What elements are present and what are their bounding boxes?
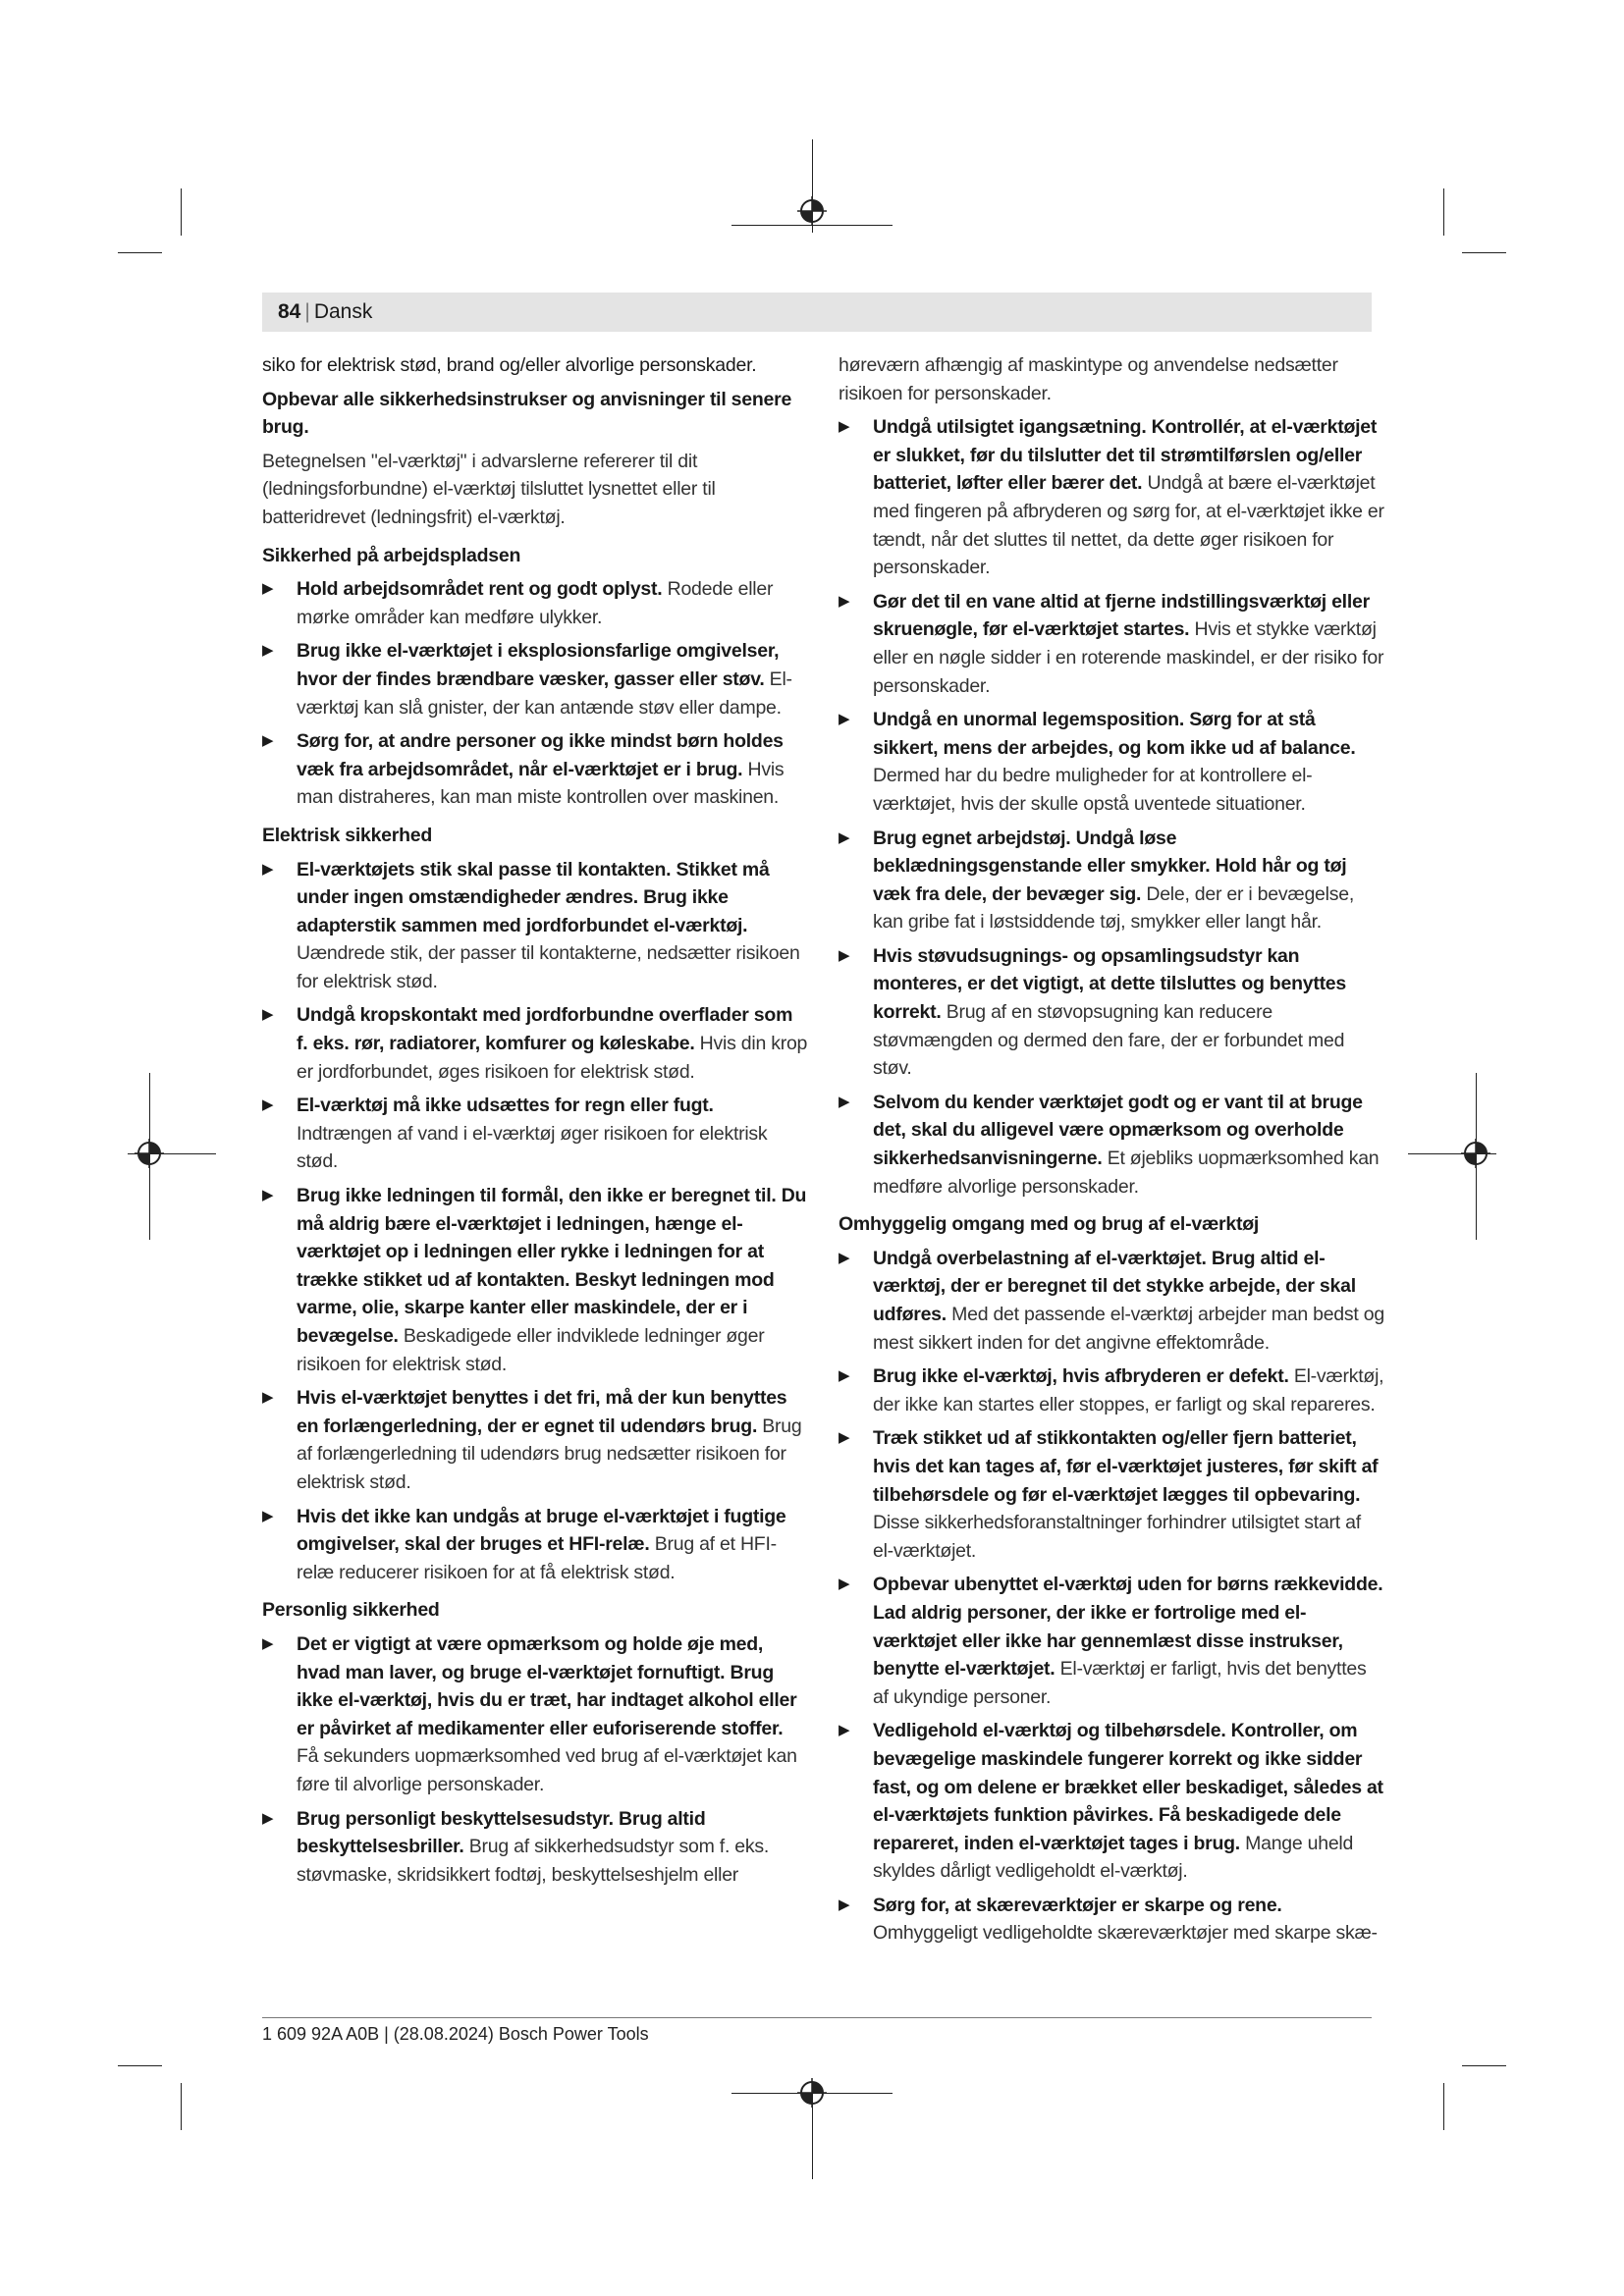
crop-mark (118, 2065, 162, 2066)
bullet-item (262, 727, 808, 812)
bullet-item (839, 825, 1384, 936)
bullet-normal-text: Beskadigede eller indviklede ledninger øger risikoen for elektrisk stød. (297, 1325, 765, 1375)
bullet-item (839, 1424, 1384, 1565)
bullet-arrow-icon: ▶ (262, 1507, 274, 1524)
bullet-normal-text: Brug af sikkerhedsudstyr som f. eks. støvmaske, skridsikkert fodtøj, beskyttelseshjelm eller (297, 1836, 770, 1886)
bullet-normal-text: Få sekunders uopmærksomhed ved brug af el-værktøjet kan føre til alvorlige personskader. (297, 1745, 797, 1795)
bullet-arrow-icon: ▶ (839, 418, 850, 436)
page-footer: 1 609 92A A0B | (28.08.2024) Bosch Power Tools (262, 2024, 649, 2044)
bullet-bold-text: Træk stikket ud af stikkontakten og/eller fjern batteriet, hvis det kan tages af, før el-værktøjet justeres, før skift af tilbehørsdele og før el-værktøjet lægges til opbevaring. (873, 1427, 1379, 1506)
bullet-arrow-icon: ▶ (839, 592, 850, 610)
bullet-normal-text: Disse sikkerhedsforanstaltninger forhindrer utilsigtet start af el-værktøjet. (873, 1512, 1361, 1562)
bullet-item (262, 1182, 808, 1378)
right-column (839, 351, 1384, 1948)
bullet-item (839, 1245, 1384, 1357)
bullet-arrow-icon: ▶ (262, 1634, 274, 1652)
registration-target-icon (797, 2078, 827, 2108)
bullet-normal-text: Hvis din krop er jordforbundet, øges risikoen for elektrisk stød. (297, 1033, 808, 1083)
bullet-arrow-icon: ▶ (839, 1575, 850, 1593)
right-section-items (839, 1245, 1384, 1948)
bullet-item (839, 1089, 1384, 1201)
bullet-bold-text: Brug egnet arbejdstøj. Undgå løse beklædningsgenstande eller smykker. Hold hår og tøj væk fra dele, der bevæger sig. (873, 827, 1347, 905)
bullet-bold-text: Hvis el-værktøjet benyttes i det fri, må der kun benyttes en forlængerledning, der er egnet til udendørs brug. (297, 1387, 787, 1437)
bullet-normal-text: Hvis et stykke værktøj eller en nøgle sidder i en roterende maskindel, er der risiko for personskader. (873, 618, 1384, 697)
bullet-arrow-icon: ▶ (262, 860, 274, 878)
bullet-normal-text: Undgå at bære el-værktøjet med fingeren på afbryderen og sørg for, at el-værktøjet ikke er tændt, når det sluttes til nettet, da dette øger risikoen for personskader. (873, 472, 1384, 579)
bullet-arrow-icon: ▶ (262, 1187, 274, 1204)
bullet-normal-text: Hvis man distraheres, kan man miste kontrollen over maskinen. (297, 758, 785, 809)
crop-mark (181, 188, 182, 236)
bullet-bold-text: Hvis støvudsugnings- og opsamlingsudstyr kan monteres, er det vigtigt, at dette tilsluttes og benyttes korrekt. (873, 944, 1347, 1024)
bullet-bold-text: Opbevar ubenyttet el-værktøj uden for børns rækkevidde. Lad aldrig personer, der ikke er fortrolige med el-værktøjet eller ikke har gennemlæst disse instrukser, benytte el-værktøjet. (873, 1574, 1383, 1681)
footer-rule (262, 2017, 1372, 2018)
bullet-arrow-icon: ▶ (262, 1389, 274, 1407)
crop-mark (1443, 188, 1444, 236)
bullet-item (262, 856, 808, 996)
section-heading: Personlig sikkerhed (262, 1599, 440, 1622)
section-heading: Sikkerhed på arbejdspladsen (262, 544, 521, 566)
left-sections (262, 542, 808, 1890)
bullet-item (839, 706, 1384, 818)
bullet-arrow-icon: ▶ (839, 1429, 850, 1447)
bullet-bold-text: Brug personligt beskyttelsesudstyr. Brug altid beskyttelsesbriller. (297, 1807, 706, 1858)
bullet-normal-text: Brug af forlængerledning til udendørs brug nedsætter risikoen for elektrisk stød. (297, 1415, 802, 1493)
bullet-normal-text: Rodede eller mørke områder kan medføre ulykker. (297, 578, 774, 628)
bullet-item (839, 413, 1384, 582)
bullet-item (839, 588, 1384, 700)
header-language: Dansk (313, 300, 373, 323)
registration-target-icon (135, 1139, 164, 1168)
bullet-arrow-icon: ▶ (839, 946, 850, 964)
bullet-normal-text: Indtrængen af vand i el-værktøj øger risikoen for elektrisk stød. (297, 1122, 768, 1173)
bullet-arrow-icon: ▶ (839, 711, 850, 728)
right-items (839, 413, 1384, 1201)
bullet-bold-text: Hold arbejdsområdet rent og godt oplyst. (297, 578, 663, 601)
bullet-arrow-icon: ▶ (262, 1096, 274, 1114)
bullet-arrow-icon: ▶ (262, 642, 274, 660)
bullet-normal-text: Uændrede stik, der passer til kontakterne, nedsætter risikoen for elektrisk stød. (297, 942, 800, 992)
bullet-bold-text: Vedligehold el-værktøj og tilbehørsdele. Kontroller, om bevægelige maskindele fungerer korrekt og ikke sidder fast, og om delene er brækket eller beskadiget, således at el-værktøjets funktion påvirkes. Få beskadigede dele repareret, inden el-værktøjet tages i brug. (873, 1720, 1383, 1854)
bullet-normal-text: Med det passende el-værktøj arbejder man bedst og mest sikkert inden for det angivne effektområde. (873, 1304, 1384, 1354)
bullet-item (839, 1717, 1384, 1886)
bullet-bold-text: Sørg for, at skæreværktøjer er skarpe og rene. (873, 1894, 1282, 1916)
left-column (262, 351, 808, 1889)
bullet-bold-text: Gør det til en vane altid at fjerne indstillingsværktøj eller skruenøgle, før el-værktøjet startes. (873, 590, 1370, 641)
section-heading: Omhyggelig omgang med og brug af el-værktøj (839, 1213, 1260, 1236)
continuation-text: siko for elektrisk stød, brand og/eller alvorlige personskader. (262, 354, 757, 376)
bullet-arrow-icon: ▶ (262, 1006, 274, 1024)
header-separator: | (304, 300, 310, 323)
bullet-normal-text: Omhyggeligt vedligeholdte skæreværktøjer med skarpe skæ- (873, 1922, 1378, 1945)
crop-mark (1462, 252, 1506, 253)
bullet-item (262, 575, 808, 631)
bullet-arrow-icon: ▶ (839, 828, 850, 846)
crop-mark (118, 252, 162, 253)
bullet-bold-text: Det er vigtigt at være opmærksom og holde øje med, hvad man laver, og bruge el-værktøjet fornuftigt. Brug ikke el-værktøj, hvis du er træt, har indtaget alkohol eller er påvirket af medikamenter eller euforiserende stoffer. (297, 1632, 797, 1739)
bullet-arrow-icon: ▶ (839, 1249, 850, 1266)
bullet-arrow-icon: ▶ (262, 732, 274, 750)
bullet-normal-text: El-værktøj er farligt, hvis det benyttes af ukyndige personer. (873, 1658, 1367, 1708)
bullet-item (839, 1362, 1384, 1418)
bullet-normal-text: Brug af en støvopsugning kan reducere støvmængden og dermed den fare, der er forbundet med støv. (873, 1001, 1345, 1080)
bullet-bold-text: Undgå en unormal legemsposition. Sørg for at stå sikkert, mens der arbejdes, og kom ikke ud af balance. (873, 709, 1356, 759)
bullet-normal-text: Mange uheld skyldes dårligt vedligeholdt el-værktøj. (873, 1832, 1354, 1883)
continuation-text: høreværn afhængig af maskintype og anvendelse nedsætter risikoen for personskader. (839, 354, 1338, 404)
bullet-normal-text: El-værktøj, der ikke kan startes eller stoppes, er farligt og skal repareres. (873, 1365, 1384, 1415)
bullet-bold-text: El-værktøj må ikke udsættes for regn eller fugt. (297, 1095, 714, 1117)
bullet-bold-text: Brug ikke ledningen til formål, den ikke er beregnet til. Du må aldrig bære el-værktøjet i ledningen, hænge el-værktøjet op i ledningen eller rykke i ledningen for at trække stikket ud af kontakten. Beskyt ledningen mod varme, olie, skarpe kanter eller maskindele, der er i bevægelse. (297, 1185, 807, 1347)
definition-text: Betegnelsen "el-værktøj" i advarslerne refererer til dit (ledningsforbundne) el-værktøj tilsluttet lysnettet eller til batteridrevet (ledningsfrit) el-værktøj. (262, 450, 716, 528)
bullet-bold-text: Selvom du kender værktøjet godt og er vant til at bruge det, skal du alligevel være opmærksom og overholde sikkerhedsanvisningerne. (873, 1091, 1363, 1170)
page-header (262, 293, 1372, 332)
page-number: 84 (278, 300, 301, 323)
registration-target-icon (797, 196, 827, 226)
bullet-arrow-icon: ▶ (262, 580, 274, 598)
bullet-item (262, 1384, 808, 1496)
bullet-arrow-icon: ▶ (839, 1367, 850, 1385)
bullet-arrow-icon: ▶ (839, 1722, 850, 1739)
bullet-normal-text: El-værktøj kan slå gnister, der kan antænde støv eller dampe. (297, 667, 792, 719)
bullet-arrow-icon: ▶ (839, 1896, 850, 1913)
crop-mark (181, 2083, 182, 2130)
bullet-bold-text: Hvis det ikke kan undgås at bruge el-værktøjet i fugtige omgivelser, skal der bruges et HFI-relæ. (297, 1505, 786, 1556)
bullet-normal-text: Et øjebliks uopmærksomhed kan medføre alvorlige personskader. (873, 1148, 1380, 1198)
bullet-normal-text: Dermed har du bedre muligheder for at kontrollere el-værktøjet, hvis der skulle opstå uventede situationer. (873, 765, 1313, 815)
bullet-item (262, 1503, 808, 1587)
bullet-item (262, 1092, 808, 1176)
crop-mark (1443, 2083, 1444, 2130)
bullet-arrow-icon: ▶ (839, 1093, 850, 1110)
bullet-item (262, 1001, 808, 1086)
bullet-item (839, 1571, 1384, 1711)
bullet-bold-text: Sørg for, at andre personer og ikke mindst børn holdes væk fra arbejdsområdet, når el-værktøjet er i brug. (297, 730, 784, 780)
bullet-bold-text: Undgå utilsigtet igangsætning. Kontrollér, at el-værktøjet er slukket, før du tilslutter det til strømtilførslen og/eller batteriet, løfter eller bærer det. (873, 416, 1378, 495)
bullet-item (262, 637, 808, 721)
bullet-bold-text: El-værktøjets stik skal passe til kontakten. Stikket må under ingen omstændigheder ændres. Brug ikke adapterstik sammen med jordforbundet el-værktøj. (297, 858, 770, 936)
bullet-bold-text: Undgå overbelastning af el-værktøjet. Brug altid el-værktøj, der er beregnet til det stykke arbejde, der skal udføres. (873, 1247, 1356, 1325)
bullet-item (262, 1805, 808, 1890)
keep-instruction: Opbevar alle sikkerhedsinstrukser og anvisninger til senere brug. (262, 388, 792, 439)
crop-mark (1462, 2065, 1506, 2066)
bullet-item (839, 942, 1384, 1083)
bullet-bold-text: Undgå kropskontakt med jordforbundne overflader som f. eks. rør, radiatorer, komfurer og køleskabe. (297, 1004, 793, 1055)
registration-target-icon (1461, 1139, 1490, 1168)
bullet-item (262, 1630, 808, 1799)
bullet-arrow-icon: ▶ (262, 1809, 274, 1827)
bullet-bold-text: Brug ikke el-værktøjet i eksplosionsfarlige omgivelser, hvor der findes brændbare væsker, gasser eller støv. (297, 640, 780, 690)
bullet-normal-text: Brug af et HFI-relæ reducerer risikoen for at få elektrisk stød. (297, 1533, 777, 1583)
bullet-bold-text: Brug ikke el-værktøj, hvis afbryderen er defekt. (873, 1365, 1289, 1388)
bullet-item (839, 1892, 1384, 1948)
bullet-normal-text: Dele, der er i bevægelse, kan gribe fat i løstsiddende tøj, smykker eller langt hår. (873, 882, 1354, 934)
section-heading: Elektrisk sikkerhed (262, 824, 433, 846)
